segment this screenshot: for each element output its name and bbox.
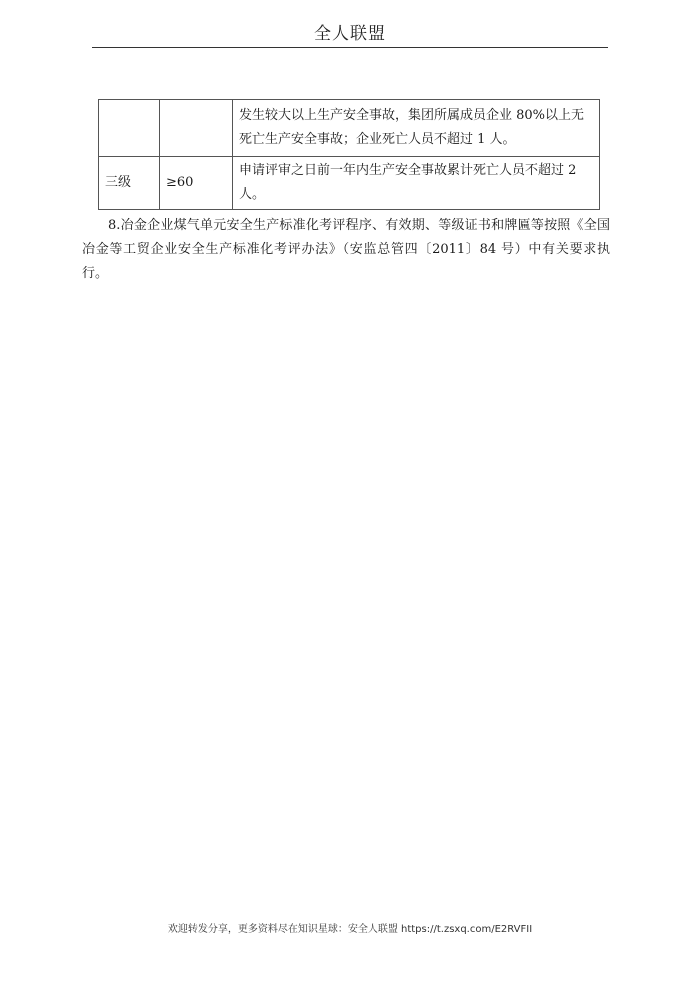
body-paragraph-8: 8.冶金企业煤气单元安全生产标准化考评程序、有效期、等级证书和牌匾等按照《全国冶金等工贸企业安全生产标准化考评办法》（安监总管四〔2011〕84 号）中有关要求执行。 bbox=[82, 218, 610, 281]
page-footer: 欢迎转发分享，更多资料尽在知识星球：安全人联盟 https://t.zsxq.com/E2RVFII bbox=[167, 924, 533, 935]
header-divider bbox=[92, 47, 608, 48]
table-cell-condition: 发生较大以上生产安全事故，集团所属成员企业 80%以上无死亡生产安全事故；企业死亡人员不超过 1 人。 bbox=[233, 100, 600, 157]
table-cell-level: 三级 bbox=[99, 157, 160, 210]
table-cell-level bbox=[99, 100, 160, 157]
table-cell-score: ≥60 bbox=[160, 157, 233, 210]
table-cell-condition: 申请评审之日前一年内生产安全事故累计死亡人员不超过 2 人。 bbox=[233, 157, 600, 210]
standard-level-table bbox=[98, 99, 600, 210]
table-row bbox=[99, 100, 600, 157]
table-row bbox=[99, 157, 600, 210]
page-header-title: 全人联盟 bbox=[314, 24, 386, 44]
table-cell-score bbox=[160, 100, 233, 157]
